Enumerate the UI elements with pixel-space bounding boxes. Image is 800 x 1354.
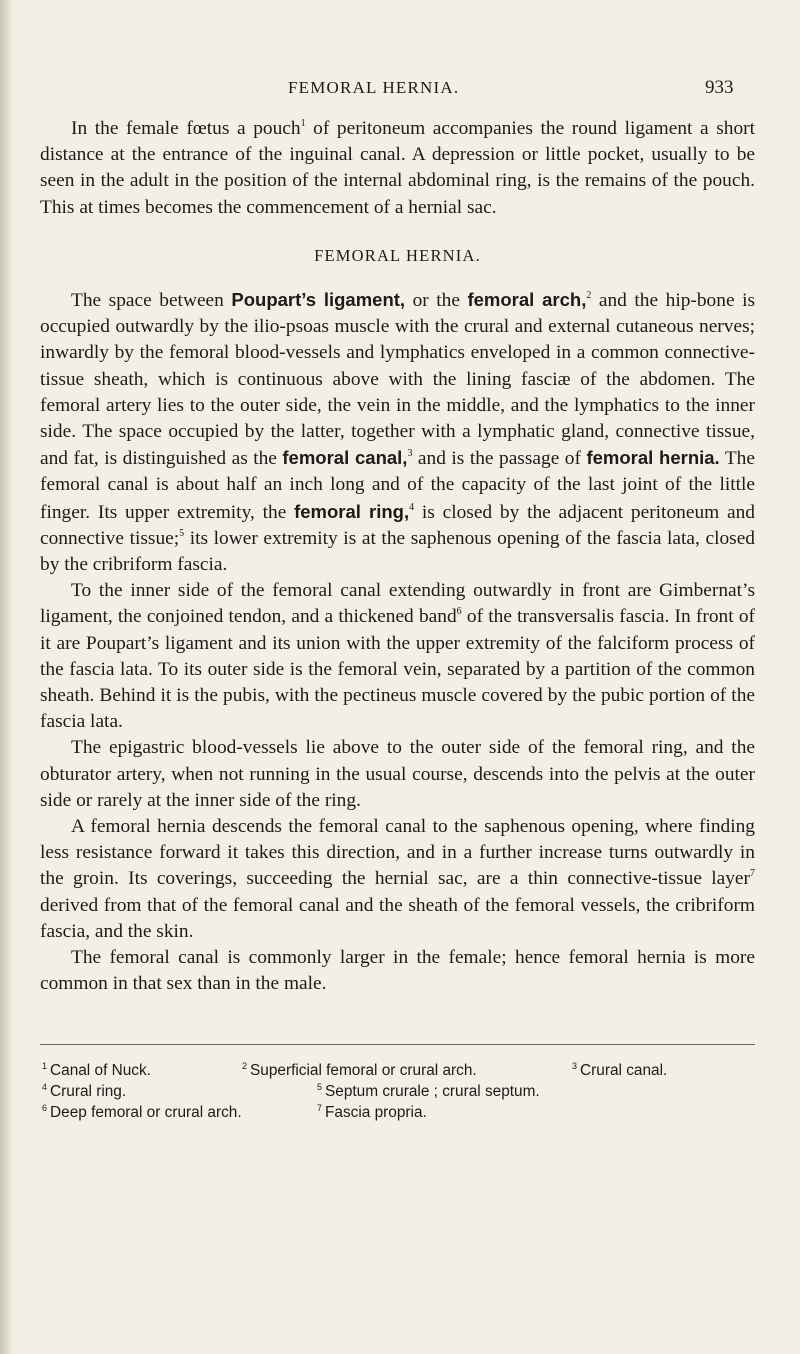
page-number: 933 [705, 77, 734, 98]
footnote-text: Fascia propria. [325, 1104, 427, 1121]
footnote-7 [317, 1102, 427, 1123]
footnote-text: Deep femoral or crural arch. [50, 1104, 242, 1121]
text-run: and the hip-bone is occupied outwardly by the ilio-psoas muscle with the crural and external cutaneous nerves; inwardly by the femoral blood-vessels and lymphatics enveloped in a common connective-tissue sheath, which is continuous above with the lining fasciæ of the abdomen. The femoral artery lies to the outer side, the vein in the middle, and the lymphatics to the inner side. The space occupied by the latter, together with a lymphatic gland, connective tissue, and fat, is distinguished as the [40, 290, 756, 470]
term-femoral-ring: femoral ring, [294, 500, 410, 522]
paragraph-femoral-space [40, 287, 755, 578]
footnote-text: Canal of Nuck. [50, 1062, 151, 1079]
section-title: FEMORAL HERNIA. [314, 245, 481, 265]
footnote-number: 3 [572, 1061, 578, 1071]
footnote-divider [40, 1044, 755, 1045]
text-run: The femoral canal is about half an inch long and of the capacity of the last joint of the little finger. Its upper extremity, the [40, 448, 755, 523]
footnote-2 [242, 1060, 572, 1081]
text-run: The space between [71, 290, 232, 312]
footnote-ref: 6 [456, 606, 462, 618]
text-run: and is the passage of [412, 448, 587, 470]
footnote-text: Superficial femoral or crural arch. [250, 1062, 477, 1079]
footnote-ref: 3 [407, 448, 413, 460]
footnote-row [42, 1102, 755, 1123]
paragraph-descent [40, 814, 755, 945]
text-run: To the inner side of the femoral canal extending outwardly in front are Gimbernat’s ligament, the conjoined tendon, and a thickened band [40, 580, 755, 628]
footnote-4 [42, 1081, 317, 1102]
footnote-5 [317, 1081, 755, 1102]
term-femoral-arch: femoral arch, [467, 289, 587, 311]
text-run: is closed by the adjacent peritoneum and connective tissue; [40, 501, 755, 549]
term-femoral-canal: femoral canal, [282, 447, 408, 469]
footnote-6 [42, 1102, 317, 1123]
paragraph-epigastric: The epigastric blood-vessels lie above to the outer side of the femoral ring, and the obturator artery, when not running in the usual course, descends into the pelvis at the outer side or rarely at the inner side of the ring. [40, 737, 755, 811]
text-run: derived from that of the femoral canal and the sheath of the femoral vessels, the cribriform fascia, and the skin. [40, 894, 755, 942]
term-femoral-hernia: femoral hernia. [586, 447, 720, 469]
running-head: FEMORAL HERNIA. [288, 78, 460, 97]
footnote-row [42, 1081, 755, 1102]
footnote-ref: 1 [300, 118, 306, 129]
paragraph-canal-relations [40, 578, 755, 735]
footnote-1 [42, 1060, 242, 1081]
paragraph-sex-difference: The femoral canal is commonly larger in the female; hence femoral hernia is more common in that sex than in the male. [40, 947, 755, 995]
footnote-ref: 5 [179, 527, 185, 539]
footnote-number: 4 [42, 1082, 48, 1092]
footnote-3 [572, 1060, 667, 1081]
text-run: its lower extremity is at the saphenous opening of the fascia lata, closed by the cribriform fascia. [40, 527, 755, 576]
footnote-text: Crural ring. [50, 1083, 127, 1100]
footnote-number: 2 [242, 1061, 248, 1071]
footnote-text: Crural canal. [580, 1062, 668, 1079]
text-run: In the female fœtus a pouch [71, 118, 301, 139]
footnote-ref: 4 [409, 501, 415, 513]
text-run: or the [405, 290, 468, 312]
term-pouparts-ligament: Poupart’s ligament, [231, 289, 406, 311]
footnote-number: 1 [42, 1061, 48, 1071]
footnote-number: 5 [317, 1082, 323, 1092]
footnote-number: 6 [42, 1103, 48, 1113]
footnote-text: Septum crurale ; crural septum. [325, 1083, 540, 1100]
footnote-number: 7 [317, 1103, 323, 1113]
text-run: of the transversalis fascia. In front of it are Poupart’s ligament and its union with the upper extremity of the falciform process of the fascia lata. To its outer side is the femoral vein, separated by a partition of the common sheath. Behind it is the pubis, with the pectineus muscle covered by the pubic portion of the fascia lata. [40, 606, 755, 733]
footnotes [42, 1060, 755, 1123]
paragraph-intro [40, 116, 755, 221]
body-text [40, 116, 755, 998]
footnote-ref: 2 [586, 290, 592, 302]
footnote-ref: 7 [750, 868, 755, 880]
text-run: A femoral hernia descends the femoral canal to the saphenous opening, where finding less resistance forward it takes this direction, and in a further increase turns outwardly in the groin. Its coverings, succeeding the hernial sac, are a thin connective-tissue layer [40, 816, 755, 890]
footnote-row [42, 1060, 755, 1081]
text-run: of peritoneum accompanies the round ligament a short distance at the entrance of the inguinal canal. A depression or little pocket, usually to be seen in the adult in the position of the internal abdominal ring, is the remains of the pouch. This at times becomes the commencement of a hernial sac. [40, 118, 755, 218]
